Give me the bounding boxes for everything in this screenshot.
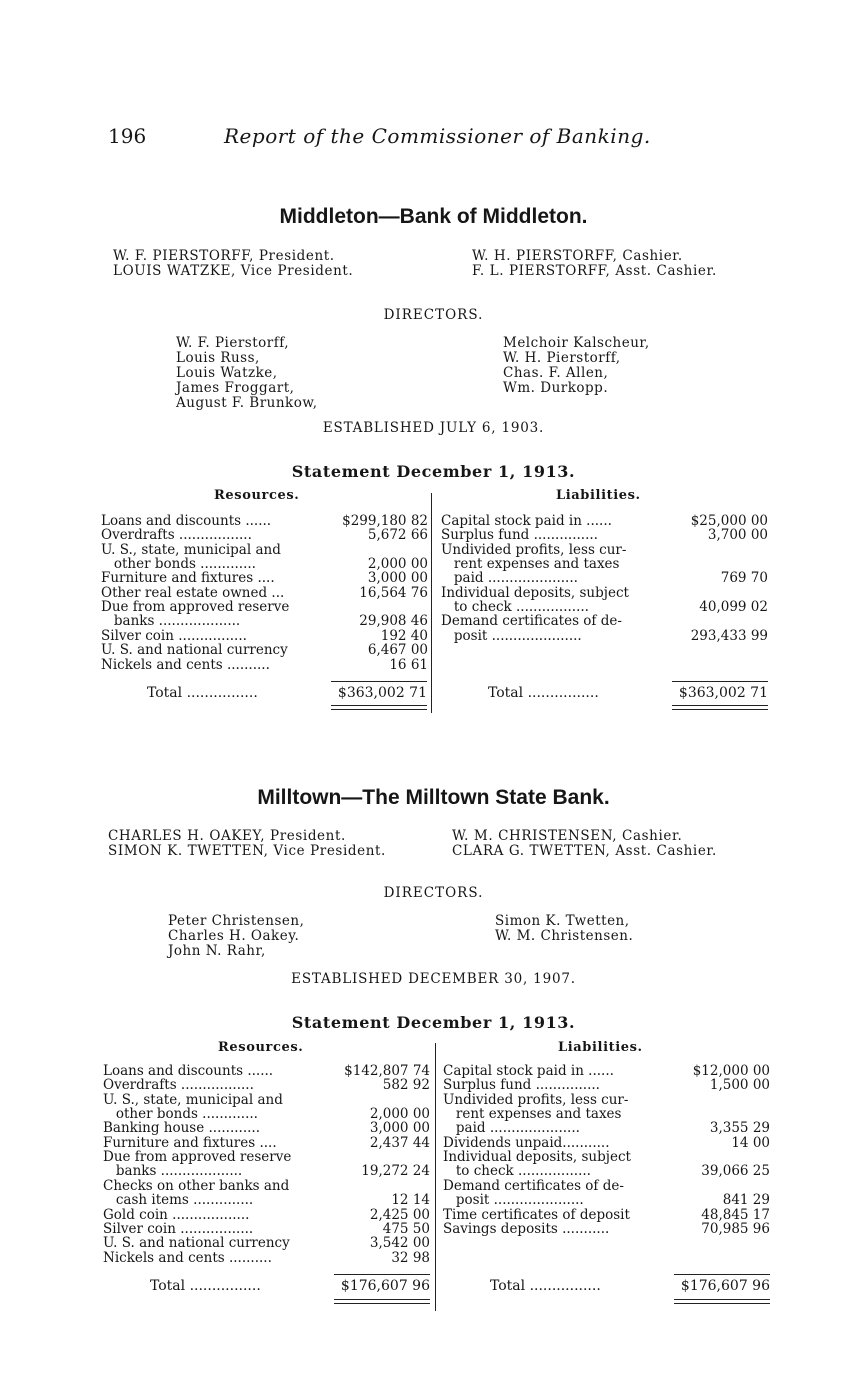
total-row: Total ................ $176,607 96 bbox=[150, 1278, 430, 1294]
officer-vice-president: LOUIS WATZKE, Vice President. bbox=[113, 263, 354, 279]
table-row: Undivided profits, less cur- bbox=[441, 543, 627, 558]
table-row: Furniture and fixtures .... 3,000 00 bbox=[101, 570, 428, 586]
established-date: ESTABLISHED DECEMBER 30, 1907. bbox=[291, 971, 576, 987]
table-row: Individual deposits, subject bbox=[443, 1150, 631, 1165]
table-row: banks ................... 29,908 46 bbox=[101, 613, 428, 629]
table-row: Capital stock paid in ...... $12,000 00 bbox=[443, 1063, 770, 1079]
officer-cashier: W. H. PIERSTORFF, Cashier. bbox=[472, 248, 683, 264]
table-row: Savings deposits ........... 70,985 96 bbox=[443, 1221, 770, 1237]
table-row: to check ................. 40,099 02 bbox=[441, 599, 768, 615]
table-row: Surplus fund ............... 1,500 00 bbox=[443, 1077, 770, 1093]
table-row: Loans and discounts ...... $142,807 74 bbox=[103, 1063, 430, 1079]
directors-left bbox=[176, 336, 318, 411]
table-row: Silver coin ................. 475 50 bbox=[103, 1221, 430, 1237]
table-row: Nickels and cents .......... 16 61 bbox=[101, 657, 428, 673]
table-row: Individual deposits, subject bbox=[441, 586, 629, 601]
total-row: Total ................ $176,607 96 bbox=[490, 1278, 770, 1294]
officers-left bbox=[108, 829, 386, 859]
table-row: Checks on other banks and bbox=[103, 1179, 290, 1194]
director: James Froggart, bbox=[176, 380, 295, 396]
total-rule bbox=[331, 681, 427, 682]
column-divider bbox=[431, 493, 432, 713]
table-row: Nickels and cents .......... 32 98 bbox=[103, 1250, 430, 1266]
table-row: U. S. and national currency 6,467 00 bbox=[101, 642, 428, 658]
table-row: rent expenses and taxes bbox=[441, 557, 620, 572]
table-row: Furniture and fixtures .... 2,437 44 bbox=[103, 1135, 430, 1151]
director: W. M. Christensen. bbox=[495, 928, 634, 944]
officer-asst-cashier: CLARA G. TWETTEN, Asst. Cashier. bbox=[452, 843, 717, 859]
table-row: Time certificates of deposit 48,845 17 bbox=[443, 1207, 770, 1223]
director: Peter Christensen, bbox=[168, 913, 305, 929]
table-row: Demand certificates of de- bbox=[443, 1179, 624, 1194]
double-rule bbox=[674, 1303, 770, 1304]
established-date: ESTABLISHED JULY 6, 1903. bbox=[322, 420, 545, 436]
table-row: Silver coin ................ 192 40 bbox=[101, 628, 428, 644]
table-row: other bonds ............. 2,000 00 bbox=[101, 556, 428, 572]
officer-cashier: W. M. CHRISTENSEN, Cashier. bbox=[452, 828, 683, 844]
table-row: Overdrafts ................. 5,672 66 bbox=[101, 527, 428, 543]
liabilities-table bbox=[441, 514, 768, 654]
table-row: Demand certificates of de- bbox=[441, 614, 622, 629]
double-rule bbox=[672, 709, 768, 710]
table-row: Banking house ............ 3,000 00 bbox=[103, 1120, 430, 1136]
officer-vice-president: SIMON K. TWETTEN, Vice President. bbox=[108, 843, 386, 859]
directors-heading: DIRECTORS. bbox=[383, 885, 484, 901]
table-row: Undivided profits, less cur- bbox=[443, 1093, 629, 1108]
director: John N. Rahr, bbox=[168, 943, 266, 959]
table-row: Overdrafts ................. 582 92 bbox=[103, 1077, 430, 1093]
running-title: Report of the Commissioner of Banking. bbox=[224, 124, 651, 148]
table-row: Loans and discounts ...... $299,180 82 bbox=[101, 513, 428, 529]
officer-asst-cashier: F. L. PIERSTORFF, Asst. Cashier. bbox=[472, 263, 717, 279]
double-rule bbox=[674, 1299, 770, 1300]
table-row: paid ..................... 3,355 29 bbox=[443, 1120, 770, 1136]
resources-heading: Resources. bbox=[218, 1040, 304, 1055]
double-rule bbox=[672, 705, 768, 706]
page-number: 196 bbox=[108, 124, 147, 148]
table-row: posit ..................... 841 29 bbox=[443, 1192, 770, 1208]
table-row: posit ..................... 293,433 99 bbox=[441, 628, 768, 644]
table-row: cash items .............. 12 14 bbox=[103, 1192, 430, 1208]
director: W. F. Pierstorff, bbox=[176, 335, 290, 351]
total-row: Total ................ $363,002 71 bbox=[147, 685, 427, 701]
directors-left bbox=[168, 914, 304, 959]
total-rule bbox=[672, 681, 768, 682]
table-row: Capital stock paid in ...... $25,000 00 bbox=[441, 513, 768, 529]
total-rule bbox=[674, 1274, 770, 1275]
director: Melchoir Kalscheur, bbox=[503, 335, 650, 351]
resources-heading: Resources. bbox=[214, 488, 300, 503]
officer-president: W. F. PIERSTORFF, President. bbox=[113, 248, 335, 264]
double-rule bbox=[334, 1303, 430, 1304]
officers-left bbox=[113, 249, 353, 279]
double-rule bbox=[334, 1299, 430, 1300]
table-row: U. S., state, municipal and bbox=[103, 1093, 283, 1108]
table-row: other bonds ............. 2,000 00 bbox=[103, 1106, 430, 1122]
officer-president: CHARLES H. OAKEY, President. bbox=[108, 828, 346, 844]
table-row: to check ................. 39,066 25 bbox=[443, 1163, 770, 1179]
director: August F. Brunkow, bbox=[176, 395, 318, 411]
resources-table bbox=[103, 1064, 430, 1269]
table-row: Other real estate owned ... 16,564 76 bbox=[101, 585, 428, 601]
table-row: Dividends unpaid........... 14 00 bbox=[443, 1135, 770, 1151]
total-row: Total ................ $363,002 71 bbox=[488, 685, 768, 701]
table-row: U. S., state, municipal and bbox=[101, 543, 281, 558]
officers-right bbox=[452, 829, 717, 859]
directors-right bbox=[495, 914, 633, 944]
statement-heading: Statement December 1, 1913. bbox=[291, 1013, 576, 1032]
officers-right bbox=[472, 249, 717, 279]
table-row: Gold coin .................. 2,425 00 bbox=[103, 1207, 430, 1223]
double-rule bbox=[331, 709, 427, 710]
double-rule bbox=[331, 705, 427, 706]
director: Simon K. Twetten, bbox=[495, 913, 630, 929]
director: Chas. F. Allen, bbox=[503, 365, 609, 381]
directors-heading: DIRECTORS. bbox=[383, 307, 484, 323]
director: Louis Russ, bbox=[176, 350, 260, 366]
director: Wm. Durkopp. bbox=[503, 380, 609, 396]
table-row: rent expenses and taxes bbox=[443, 1107, 622, 1122]
table-row: U. S. and national currency 3,542 00 bbox=[103, 1235, 430, 1251]
liabilities-heading: Liabilities. bbox=[556, 488, 641, 503]
total-rule bbox=[334, 1274, 430, 1275]
directors-right bbox=[503, 336, 650, 396]
table-row: Surplus fund ............... 3,700 00 bbox=[441, 527, 768, 543]
table-row: Due from approved reserve bbox=[101, 600, 290, 615]
liabilities-heading: Liabilities. bbox=[558, 1040, 643, 1055]
director: W. H. Pierstorff, bbox=[503, 350, 621, 366]
table-row: Due from approved reserve bbox=[103, 1150, 292, 1165]
director: Louis Watzke, bbox=[176, 365, 278, 381]
resources-table bbox=[101, 514, 428, 684]
table-row: banks ................... 19,272 24 bbox=[103, 1163, 430, 1179]
column-divider bbox=[435, 1043, 436, 1311]
table-row: paid ..................... 769 70 bbox=[441, 570, 768, 586]
bank-title: Middleton—Bank of Middleton. bbox=[279, 205, 588, 228]
statement-heading: Statement December 1, 1913. bbox=[291, 462, 576, 481]
director: Charles H. Oakey. bbox=[168, 928, 300, 944]
liabilities-table bbox=[443, 1064, 770, 1244]
bank-title: Milltown—The Milltown State Bank. bbox=[257, 786, 610, 809]
